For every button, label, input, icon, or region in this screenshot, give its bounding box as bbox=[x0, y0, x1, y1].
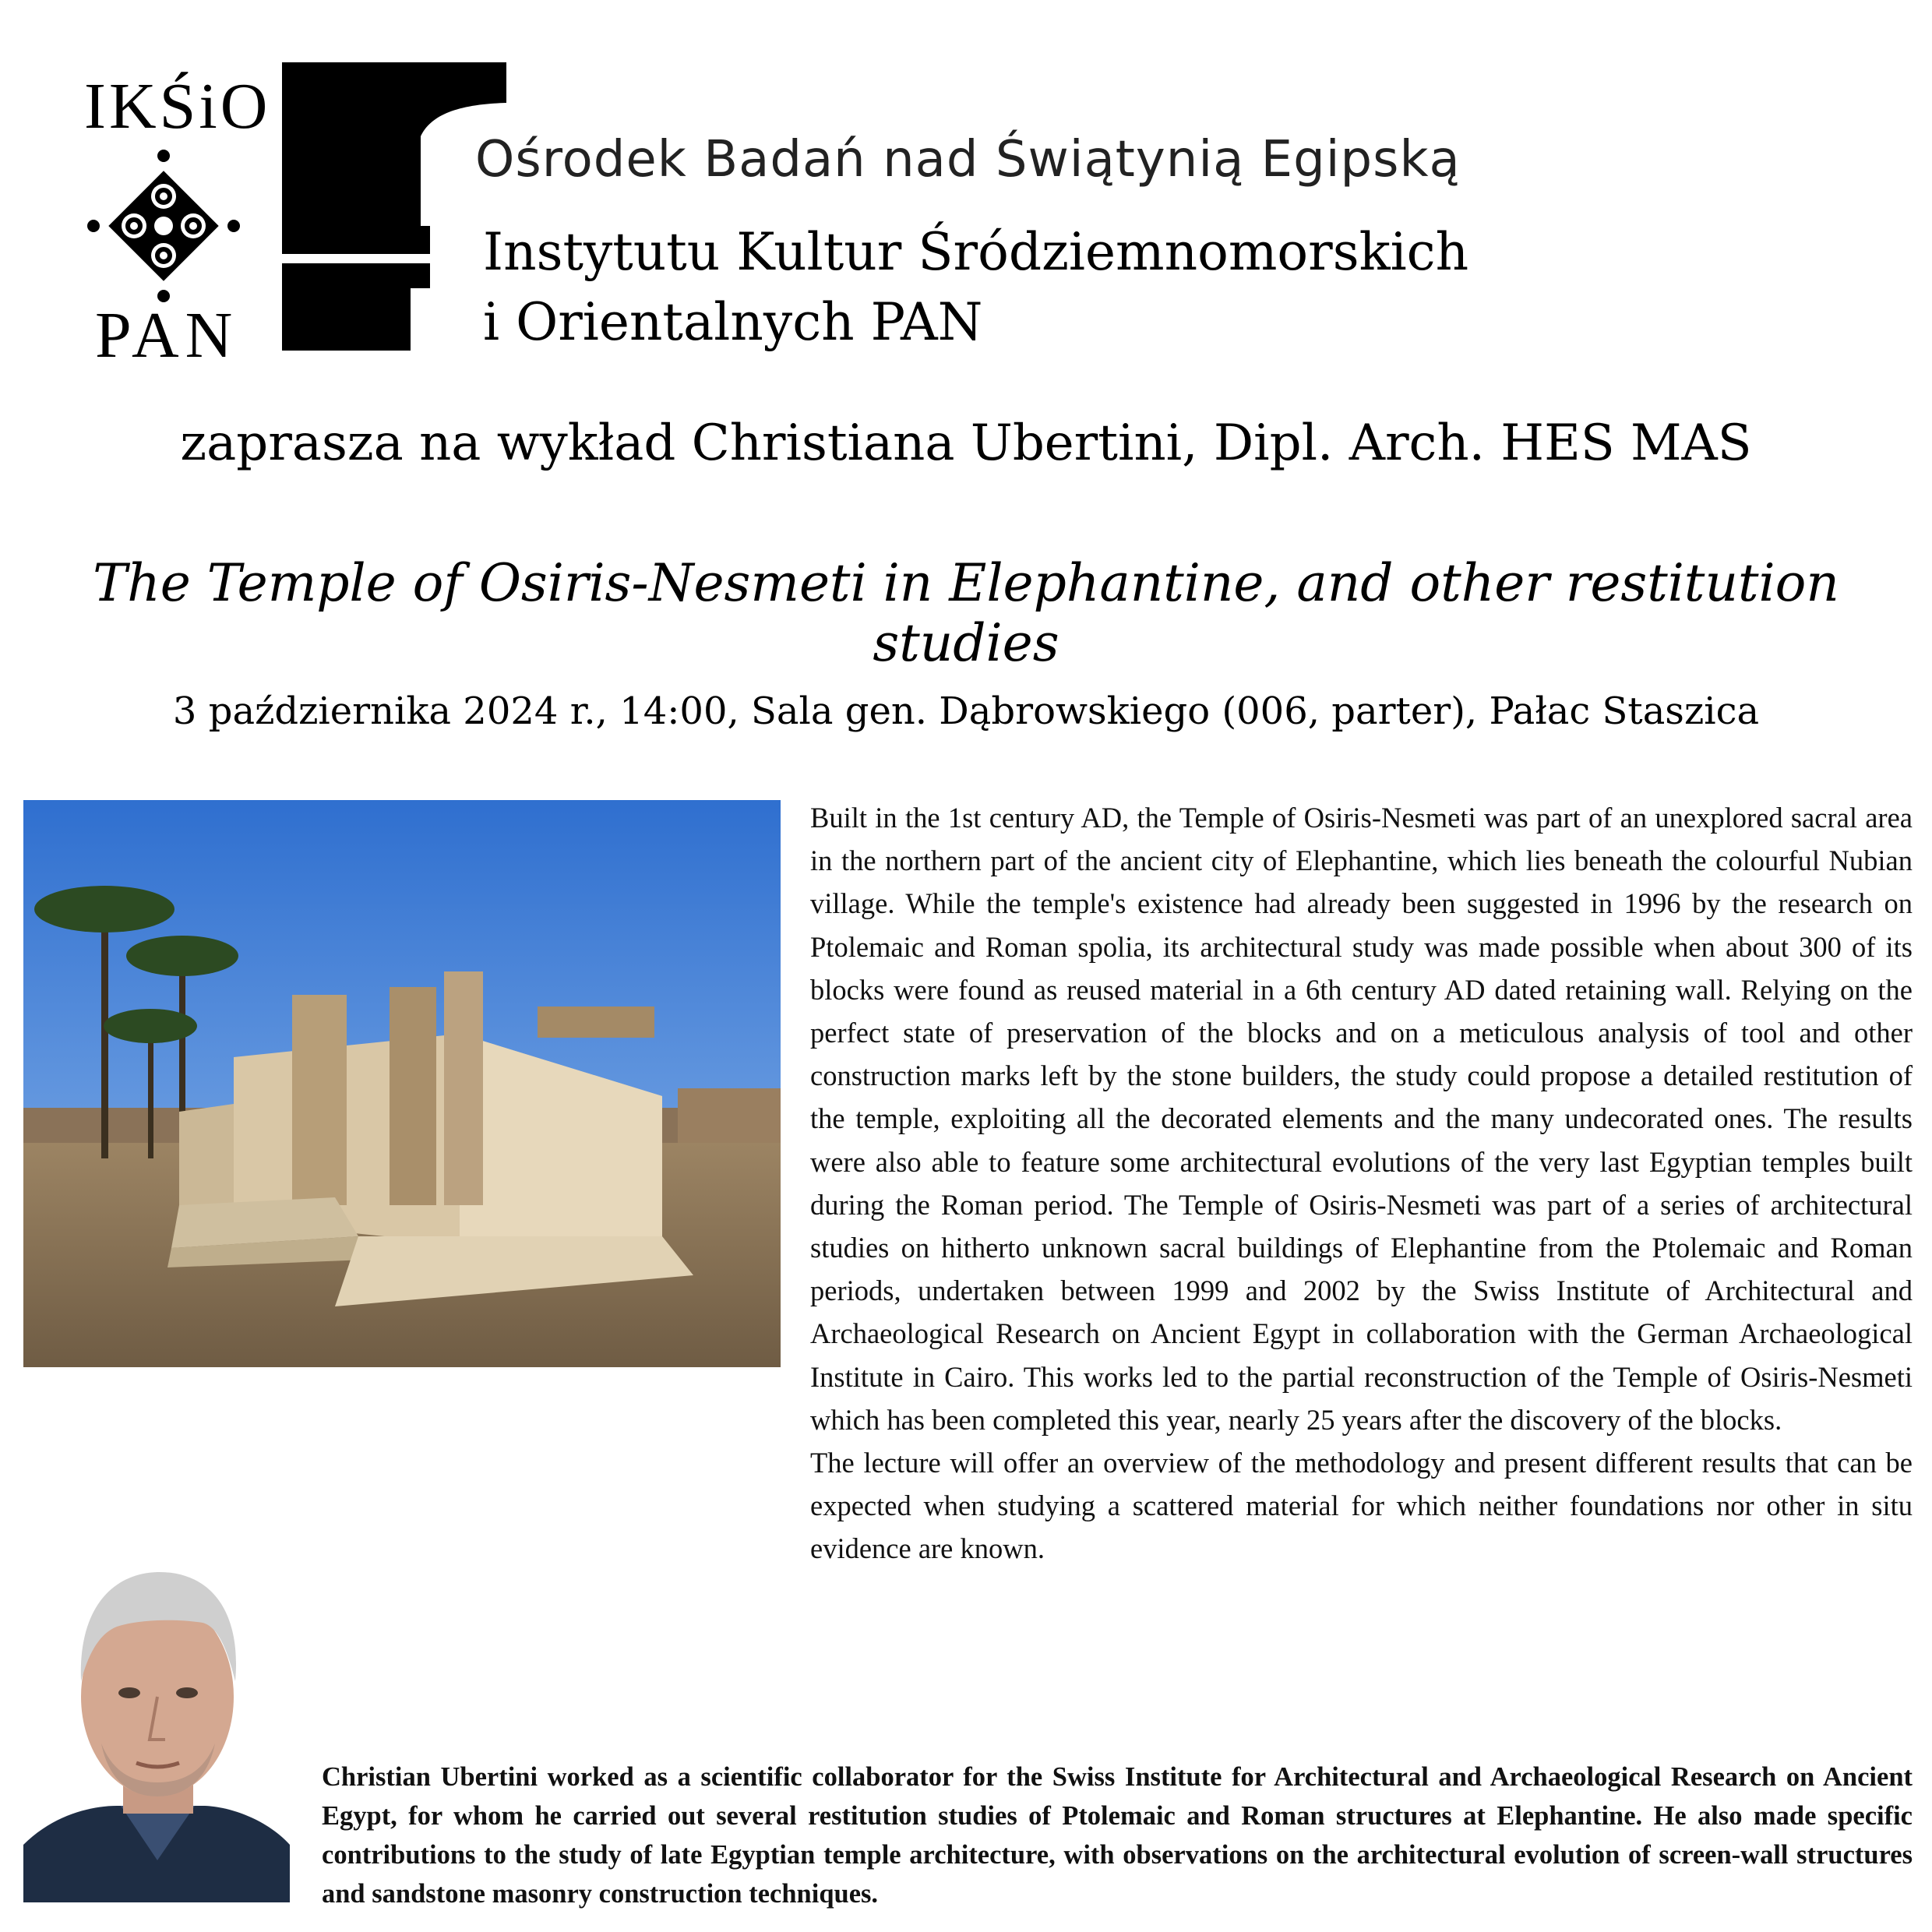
speaker-portrait bbox=[23, 1549, 290, 1902]
column-logo-icon bbox=[282, 62, 516, 351]
logo-emblem-icon bbox=[87, 150, 240, 302]
abstract-paragraph-2: The lecture will offer an overview of the methodology and present different results that can be expected when studying a scattered material for which neither foundations nor other in situ evidence are known. bbox=[810, 1447, 1913, 1565]
header-institute-line3: i Orientalnych PAN bbox=[483, 292, 983, 352]
speaker-bio: Christian Ubertini worked as a scientific collaborator for the Swiss Institute for Architectural and Archaeological Research on Ancient Egypt, for whom he carried out several restitution studies of Ptolemaic and Roman structures at Elephantine. He also made specific contributions to the study of late Egyptian temple architecture, with observations on the architectural evolution of screen-wall structures and sandstone masonry construction techniques. bbox=[322, 1762, 1913, 1909]
header-institute-line2: Instytutu Kultur Śródziemnomorskich bbox=[483, 222, 1469, 282]
event-details: 3 października 2024 r., 14:00, Sala gen. Dąbrowskiego (006, parter), Pałac Staszica bbox=[172, 689, 1760, 733]
invitation-line: zaprasza na wykład Christiana Ubertini, Dipl. Arch. HES MAS bbox=[180, 414, 1752, 472]
temple-photo bbox=[23, 800, 781, 1367]
lecture-abstract bbox=[810, 796, 1913, 1571]
abstract-paragraph-1: Built in the 1st century AD, the Temple of Osiris-Nesmeti was part of an unexplored sacral area in the northern part of the ancient city of Elephantine, which lies beneath the colourful Nubian village. While the temple's existence had already been suggested in 1996 by the research on Ptolemaic and Roman spolia, its architectural study was made possible when about 300 of its blocks were found as reused material in a 6th century AD dated retaining wall. Relying on the perfect state of preservation of the blocks and on a meticulous analysis of tool and other construction marks left by the stone builders, the study could propose a detailed restitution of the temple, exploiting all the decorated elements and the many undecorated ones. The results were also able to feature some architectural evolutions of the very last Egyptian temples built during the Roman period. The Temple of Osiris-Nesmeti was part of a series of architectural studies on hitherto unknown sacral buildings of Elephantine from the Ptolemaic and Roman periods, undertaken between 1999 and 2002 by the Swiss Institute of Architectural and Archaeological Research on Ancient Egypt in collaboration with the German Archaeological Institute in Cairo. This works led to the partial reconstruction of the Temple of Osiris-Nesmeti which has been completed this year, nearly 25 years after the discovery of the blocks. bbox=[810, 802, 1913, 1436]
header-institute-center: Ośrodek Badań nad Świątynią Egipską bbox=[475, 131, 1461, 189]
lecture-title: The Temple of Osiris-Nesmeti in Elephantine, and other restitution studies bbox=[93, 553, 1839, 673]
logo-bottom-text: PAN bbox=[95, 299, 239, 372]
logo-top-text: IKŚiO bbox=[84, 70, 271, 143]
